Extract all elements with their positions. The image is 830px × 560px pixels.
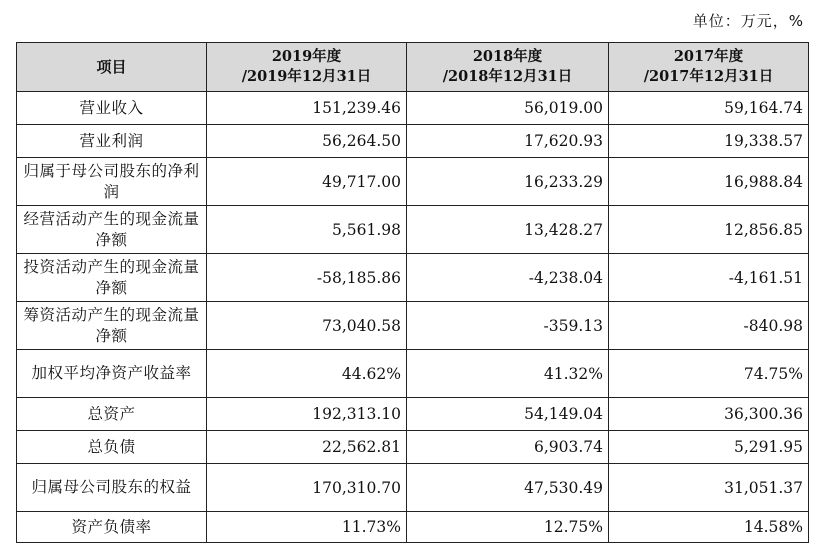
cell-2019: 192,313.10 xyxy=(207,398,407,431)
cell-2017: 14.58% xyxy=(609,512,809,543)
table-row xyxy=(17,92,809,125)
cell-2019: 151,239.46 xyxy=(207,92,407,125)
table-row xyxy=(17,158,809,206)
row-label: 加权平均净资产收益率 xyxy=(17,350,207,398)
table-row xyxy=(17,302,809,350)
cell-2018: 54,149.04 xyxy=(407,398,609,431)
cell-2018: 13,428.27 xyxy=(407,206,609,254)
row-label: 经营活动产生的现金流量净额 xyxy=(17,206,207,254)
table-row xyxy=(17,512,809,543)
cell-2017: 5,291.95 xyxy=(609,431,809,464)
cell-2018: 41.32% xyxy=(407,350,609,398)
row-label: 营业利润 xyxy=(17,125,207,158)
cell-2017: 19,338.57 xyxy=(609,125,809,158)
cell-2017: 36,300.36 xyxy=(609,398,809,431)
cell-2017: -4,161.51 xyxy=(609,254,809,302)
cell-2018: -359.13 xyxy=(407,302,609,350)
table-header-row xyxy=(17,43,809,92)
row-label: 归属于母公司股东的净利润 xyxy=(17,158,207,206)
table-row xyxy=(17,350,809,398)
row-label: 筹资活动产生的现金流量净额 xyxy=(17,302,207,350)
cell-2017: 31,051.37 xyxy=(609,464,809,512)
cell-2018: 12.75% xyxy=(407,512,609,543)
cell-2018: 47,530.49 xyxy=(407,464,609,512)
cell-2018: -4,238.04 xyxy=(407,254,609,302)
header-2018 xyxy=(407,43,609,92)
cell-2018: 56,019.00 xyxy=(407,92,609,125)
row-label: 归属母公司股东的权益 xyxy=(17,464,207,512)
cell-2018: 6,903.74 xyxy=(407,431,609,464)
header-2019-line1: 2019年度 xyxy=(271,48,342,65)
unit-note: 单位：万元，% xyxy=(692,12,804,30)
cell-2019: 44.62% xyxy=(207,350,407,398)
cell-2019: 56,264.50 xyxy=(207,125,407,158)
header-2017-line2: /2017年12月31日 xyxy=(643,68,774,85)
cell-2019: 5,561.98 xyxy=(207,206,407,254)
cell-2017: 16,988.84 xyxy=(609,158,809,206)
table-row xyxy=(17,254,809,302)
cell-2017: 12,856.85 xyxy=(609,206,809,254)
table-row xyxy=(17,464,809,512)
header-2017 xyxy=(609,43,809,92)
header-2018-line1: 2018年度 xyxy=(472,48,543,65)
header-2019-line2: /2019年12月31日 xyxy=(241,68,372,85)
cell-2019: 170,310.70 xyxy=(207,464,407,512)
table-row xyxy=(17,398,809,431)
table-row xyxy=(17,431,809,464)
cell-2018: 17,620.93 xyxy=(407,125,609,158)
cell-2019: -58,185.86 xyxy=(207,254,407,302)
cell-2017: -840.98 xyxy=(609,302,809,350)
row-label: 总负债 xyxy=(17,431,207,464)
cell-2019: 73,040.58 xyxy=(207,302,407,350)
header-item: 项目 xyxy=(17,43,207,92)
cell-2017: 74.75% xyxy=(609,350,809,398)
cell-2019: 11.73% xyxy=(207,512,407,543)
table-row xyxy=(17,125,809,158)
cell-2017: 59,164.74 xyxy=(609,92,809,125)
financial-table xyxy=(16,42,809,543)
row-label: 投资活动产生的现金流量净额 xyxy=(17,254,207,302)
row-label: 营业收入 xyxy=(17,92,207,125)
row-label: 资产负债率 xyxy=(17,512,207,543)
cell-2019: 22,562.81 xyxy=(207,431,407,464)
header-2017-line1: 2017年度 xyxy=(673,48,744,65)
row-label: 总资产 xyxy=(17,398,207,431)
cell-2018: 16,233.29 xyxy=(407,158,609,206)
cell-2019: 49,717.00 xyxy=(207,158,407,206)
header-2018-line2: /2018年12月31日 xyxy=(442,68,573,85)
header-2019 xyxy=(207,43,407,92)
table-row xyxy=(17,206,809,254)
